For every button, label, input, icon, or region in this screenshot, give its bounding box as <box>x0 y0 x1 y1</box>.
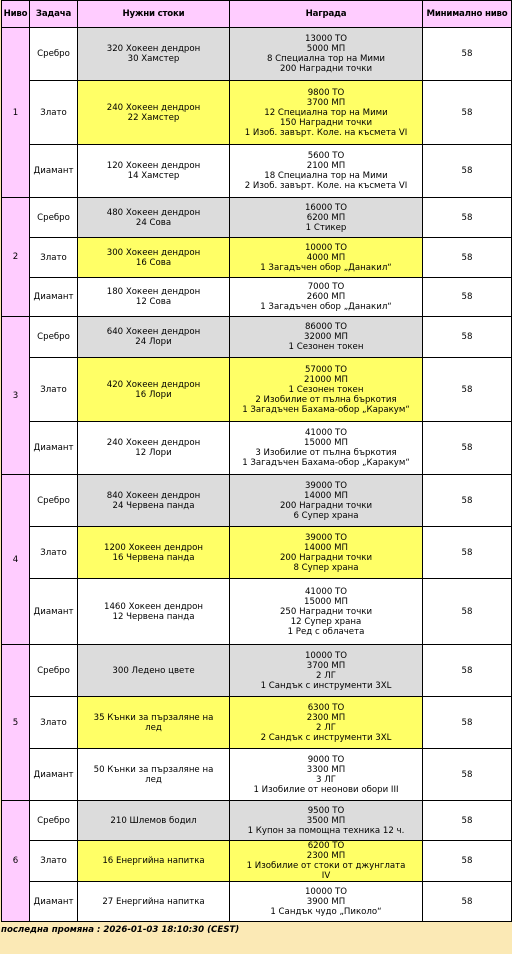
goods-line: 210 Шлемов бодил <box>110 815 197 826</box>
goods-cell <box>78 697 230 749</box>
task-cell: Сребро <box>30 28 78 81</box>
reward-line: 1 Загадъчен обор „Данакил“ <box>260 262 392 273</box>
reward-line: 6200 МП <box>306 212 346 223</box>
reward-cell <box>230 697 423 749</box>
level-cell: 3 <box>2 317 30 475</box>
min-level-cell: 58 <box>423 238 512 278</box>
reward-line: 16000 ТО <box>304 202 348 213</box>
reward-cell <box>230 422 423 475</box>
goods-cell <box>78 579 230 645</box>
min-level-cell: 58 <box>423 801 512 841</box>
goods-line: 12 Червена панда <box>112 611 195 622</box>
table-row <box>2 841 512 882</box>
reward-line: 2300 МП <box>306 851 346 861</box>
reward-line: 13000 ТО <box>304 34 348 44</box>
table-row <box>2 527 512 579</box>
reward-line: 10000 ТО <box>304 650 348 661</box>
min-level-cell: 58 <box>423 749 512 801</box>
task-cell: Злато <box>30 358 78 422</box>
reward-line: 3700 МП <box>306 660 346 671</box>
goods-line: 16 Енергийна напитка <box>102 856 205 866</box>
reward-line: 6 Супер храна <box>293 510 359 521</box>
reward-cell <box>230 28 423 81</box>
level-cell: 4 <box>2 475 30 645</box>
table-row <box>2 697 512 749</box>
reward-line: 1 Ред с облачета <box>287 626 365 637</box>
quest-table <box>1 0 512 922</box>
goods-cell <box>78 145 230 198</box>
reward-line: 1 Загадъчен Бахама-обор „Каракум“ <box>242 404 410 415</box>
goods-cell <box>78 317 230 358</box>
reward-line: 7000 ТО <box>307 282 345 292</box>
reward-line: 39000 ТО <box>304 532 348 543</box>
reward-cell <box>230 475 423 527</box>
min-level-cell: 58 <box>423 28 512 81</box>
task-cell: Диамант <box>30 145 78 198</box>
goods-line: 12 Лори <box>135 448 172 458</box>
header-reward: Награда <box>230 1 423 28</box>
goods-line: 1200 Хокеен дендрон <box>104 542 203 553</box>
reward-cell <box>230 579 423 645</box>
reward-line: 12 Специална тор на Мими <box>264 107 388 118</box>
reward-line: 86000 ТО <box>304 322 348 332</box>
reward-line: 2600 МП <box>306 292 346 302</box>
task-cell: Злато <box>30 527 78 579</box>
goods-cell <box>78 238 230 278</box>
reward-line: 2100 МП <box>306 161 346 171</box>
reward-line: 12 Супер храна <box>290 616 362 627</box>
reward-line: 9500 ТО <box>307 805 345 816</box>
reward-line: 3 Изобилие от пълна бъркотия <box>255 448 397 458</box>
task-cell: Диамант <box>30 579 78 645</box>
goods-cell <box>78 527 230 579</box>
task-cell: Сребро <box>30 317 78 358</box>
level-cell: 5 <box>2 645 30 801</box>
goods-cell <box>78 841 230 882</box>
goods-line: лед <box>145 722 162 733</box>
min-level-cell: 58 <box>423 841 512 882</box>
reward-line: 3 ЛГ <box>316 774 336 785</box>
table-row <box>2 28 512 81</box>
reward-line: 3300 МП <box>306 764 346 775</box>
min-level-cell: 58 <box>423 475 512 527</box>
min-level-cell: 58 <box>423 278 512 317</box>
task-cell: Злато <box>30 841 78 882</box>
reward-line: 1 Загадъчен Бахама-обор „Каракум“ <box>242 458 410 468</box>
goods-line: 120 Хокеен дендрон <box>106 161 201 171</box>
goods-line: 22 Хамстер <box>127 112 180 123</box>
goods-cell <box>78 81 230 145</box>
reward-line: 5600 ТО <box>307 151 345 161</box>
reward-cell <box>230 198 423 238</box>
reward-line: 200 Наградни точки <box>279 64 373 74</box>
level-cell: 6 <box>2 801 30 922</box>
goods-cell <box>78 358 230 422</box>
table-row <box>2 801 512 841</box>
reward-line: 21000 МП <box>304 374 348 385</box>
reward-line: 2 Изоб. завърт. Коле. на късмета VI <box>244 181 408 191</box>
table-row <box>2 317 512 358</box>
goods-cell <box>78 422 230 475</box>
reward-line: 2 ЛГ <box>316 670 336 681</box>
reward-line: 32000 МП <box>304 332 348 342</box>
header-min-level: Минимално ниво <box>423 1 512 28</box>
goods-line: 50 Кънки за пързаляне на <box>93 764 214 775</box>
goods-line: 420 Хокеен дендрон <box>106 379 201 390</box>
reward-line: 1 Изобилие от неонови обори III <box>253 784 399 795</box>
goods-line: 320 Хокеен дендрон <box>106 44 201 54</box>
reward-line: 2 ЛГ <box>316 722 336 733</box>
reward-line: 1 Изоб. завърт. Коле. на късмета VI <box>244 127 408 138</box>
goods-line: лед <box>145 774 162 785</box>
min-level-cell: 58 <box>423 81 512 145</box>
goods-line: 300 Ледено цвете <box>112 665 195 676</box>
reward-line: 10000 ТО <box>304 886 348 897</box>
quest-table-body <box>2 28 512 922</box>
reward-line: 6300 ТО <box>307 702 345 713</box>
reward-line: 15000 МП <box>304 596 348 607</box>
table-row <box>2 81 512 145</box>
goods-cell <box>78 475 230 527</box>
reward-line: 18 Специална тор на Мими <box>264 171 388 181</box>
goods-line: 24 Лори <box>135 337 172 347</box>
reward-line: 3700 МП <box>306 97 346 108</box>
min-level-cell: 58 <box>423 527 512 579</box>
goods-line: 24 Червена панда <box>112 500 195 511</box>
last-modified-footer: последна промяна : 2026-01-03 18:10:30 (CEST) <box>1 925 240 935</box>
goods-cell <box>78 645 230 697</box>
goods-line: 30 Хамстер <box>127 54 180 64</box>
reward-line: 4000 МП <box>306 252 346 263</box>
goods-line: 16 Червена панда <box>112 552 195 563</box>
min-level-cell: 58 <box>423 422 512 475</box>
task-cell: Сребро <box>30 475 78 527</box>
table-row <box>2 579 512 645</box>
task-cell: Сребро <box>30 198 78 238</box>
goods-line: 840 Хокеен дендрон <box>106 490 201 501</box>
header-goods: Нужни стоки <box>78 1 230 28</box>
goods-line: 240 Хокеен дендрон <box>106 102 201 113</box>
table-row <box>2 145 512 198</box>
reward-line: 1 Сандък чудо „Пиколо“ <box>270 906 382 917</box>
task-cell: Диамант <box>30 749 78 801</box>
reward-line: 5000 МП <box>306 44 346 54</box>
goods-line: 1460 Хокеен дендрон <box>104 601 203 612</box>
reward-line: 1 Сандък с инструменти 3XL <box>260 680 392 691</box>
reward-cell <box>230 749 423 801</box>
min-level-cell: 58 <box>423 645 512 697</box>
task-cell: Злато <box>30 238 78 278</box>
reward-line: 6200 ТО <box>307 841 345 851</box>
goods-line: 16 Сова <box>135 257 172 268</box>
table-row <box>2 198 512 238</box>
table-row <box>2 475 512 527</box>
goods-line: 180 Хокеен дендрон <box>106 287 201 297</box>
reward-line: 1 Изобилие от стоки от джунглата <box>246 861 406 871</box>
reward-cell <box>230 527 423 579</box>
reward-cell <box>230 145 423 198</box>
goods-line: 35 Кънки за пързаляне на <box>93 712 214 723</box>
goods-cell <box>78 278 230 317</box>
task-cell: Диамант <box>30 422 78 475</box>
reward-line: 3500 МП <box>306 815 346 826</box>
reward-cell <box>230 278 423 317</box>
reward-line: 2 Сандък с инструменти 3XL <box>260 732 392 743</box>
min-level-cell: 58 <box>423 358 512 422</box>
min-level-cell: 58 <box>423 579 512 645</box>
table-row <box>2 749 512 801</box>
table-row <box>2 278 512 317</box>
min-level-cell: 58 <box>423 145 512 198</box>
reward-line: 1 Загадъчен обор „Данакил“ <box>260 302 392 312</box>
reward-line: 15000 МП <box>304 438 348 448</box>
reward-line: 3900 МП <box>306 896 346 907</box>
goods-line: 14 Хамстер <box>127 171 180 181</box>
task-cell: Сребро <box>30 801 78 841</box>
header-task: Задача <box>30 1 78 28</box>
table-row <box>2 645 512 697</box>
goods-line: 27 Енергийна напитка <box>102 896 205 907</box>
goods-line: 16 Лори <box>135 389 172 400</box>
level-cell: 2 <box>2 198 30 317</box>
task-cell: Диамант <box>30 882 78 922</box>
reward-cell <box>230 358 423 422</box>
reward-cell <box>230 238 423 278</box>
min-level-cell: 58 <box>423 882 512 922</box>
goods-line: 300 Хокеен дендрон <box>106 247 201 258</box>
goods-line: 240 Хокеен дендрон <box>106 438 201 448</box>
reward-cell <box>230 645 423 697</box>
min-level-cell: 58 <box>423 697 512 749</box>
reward-cell <box>230 317 423 358</box>
task-cell: Злато <box>30 81 78 145</box>
reward-line: 39000 ТО <box>304 480 348 491</box>
table-row <box>2 238 512 278</box>
task-cell: Сребро <box>30 645 78 697</box>
goods-line: 24 Сова <box>135 217 172 228</box>
reward-line: 2 Изобилие от пълна бъркотия <box>255 394 397 405</box>
task-cell: Злато <box>30 697 78 749</box>
reward-line: 1 Купон за помощна техника 12 ч. <box>247 825 405 836</box>
goods-cell <box>78 882 230 922</box>
reward-line: 14000 МП <box>304 490 348 501</box>
table-row <box>2 422 512 475</box>
goods-line: 480 Хокеен дендрон <box>106 207 201 218</box>
reward-line: 14000 МП <box>304 542 348 553</box>
reward-line: 41000 ТО <box>304 428 348 438</box>
goods-line: 12 Сова <box>135 297 172 307</box>
min-level-cell: 58 <box>423 198 512 238</box>
reward-cell <box>230 81 423 145</box>
reward-cell <box>230 801 423 841</box>
reward-cell <box>230 841 423 882</box>
min-level-cell: 58 <box>423 317 512 358</box>
goods-cell <box>78 198 230 238</box>
goods-cell <box>78 801 230 841</box>
reward-line: IV <box>321 871 331 881</box>
level-cell: 1 <box>2 28 30 198</box>
reward-line: 1 Стикер <box>305 222 347 233</box>
reward-line: 41000 ТО <box>304 586 348 597</box>
reward-line: 200 Наградни точки <box>279 552 373 563</box>
header-row <box>2 1 512 28</box>
reward-line: 8 Специална тор на Мими <box>266 54 386 64</box>
task-cell: Диамант <box>30 278 78 317</box>
goods-cell <box>78 749 230 801</box>
reward-line: 2300 МП <box>306 712 346 723</box>
reward-cell <box>230 882 423 922</box>
reward-line: 250 Наградни точки <box>279 606 373 617</box>
table-row <box>2 358 512 422</box>
table-row <box>2 882 512 922</box>
reward-line: 200 Наградни точки <box>279 500 373 511</box>
header-level: Ниво <box>2 1 30 28</box>
reward-line: 1 Сезонен токен <box>288 384 364 395</box>
reward-line: 150 Наградни точки <box>279 117 373 128</box>
reward-line: 1 Сезонен токен <box>288 342 364 352</box>
reward-line: 9000 ТО <box>307 754 345 765</box>
goods-cell <box>78 28 230 81</box>
reward-line: 10000 ТО <box>304 242 348 253</box>
reward-line: 8 Супер храна <box>293 562 359 573</box>
reward-line: 9800 ТО <box>307 87 345 98</box>
reward-line: 57000 ТО <box>304 364 348 375</box>
goods-line: 640 Хокеен дендрон <box>106 327 201 337</box>
